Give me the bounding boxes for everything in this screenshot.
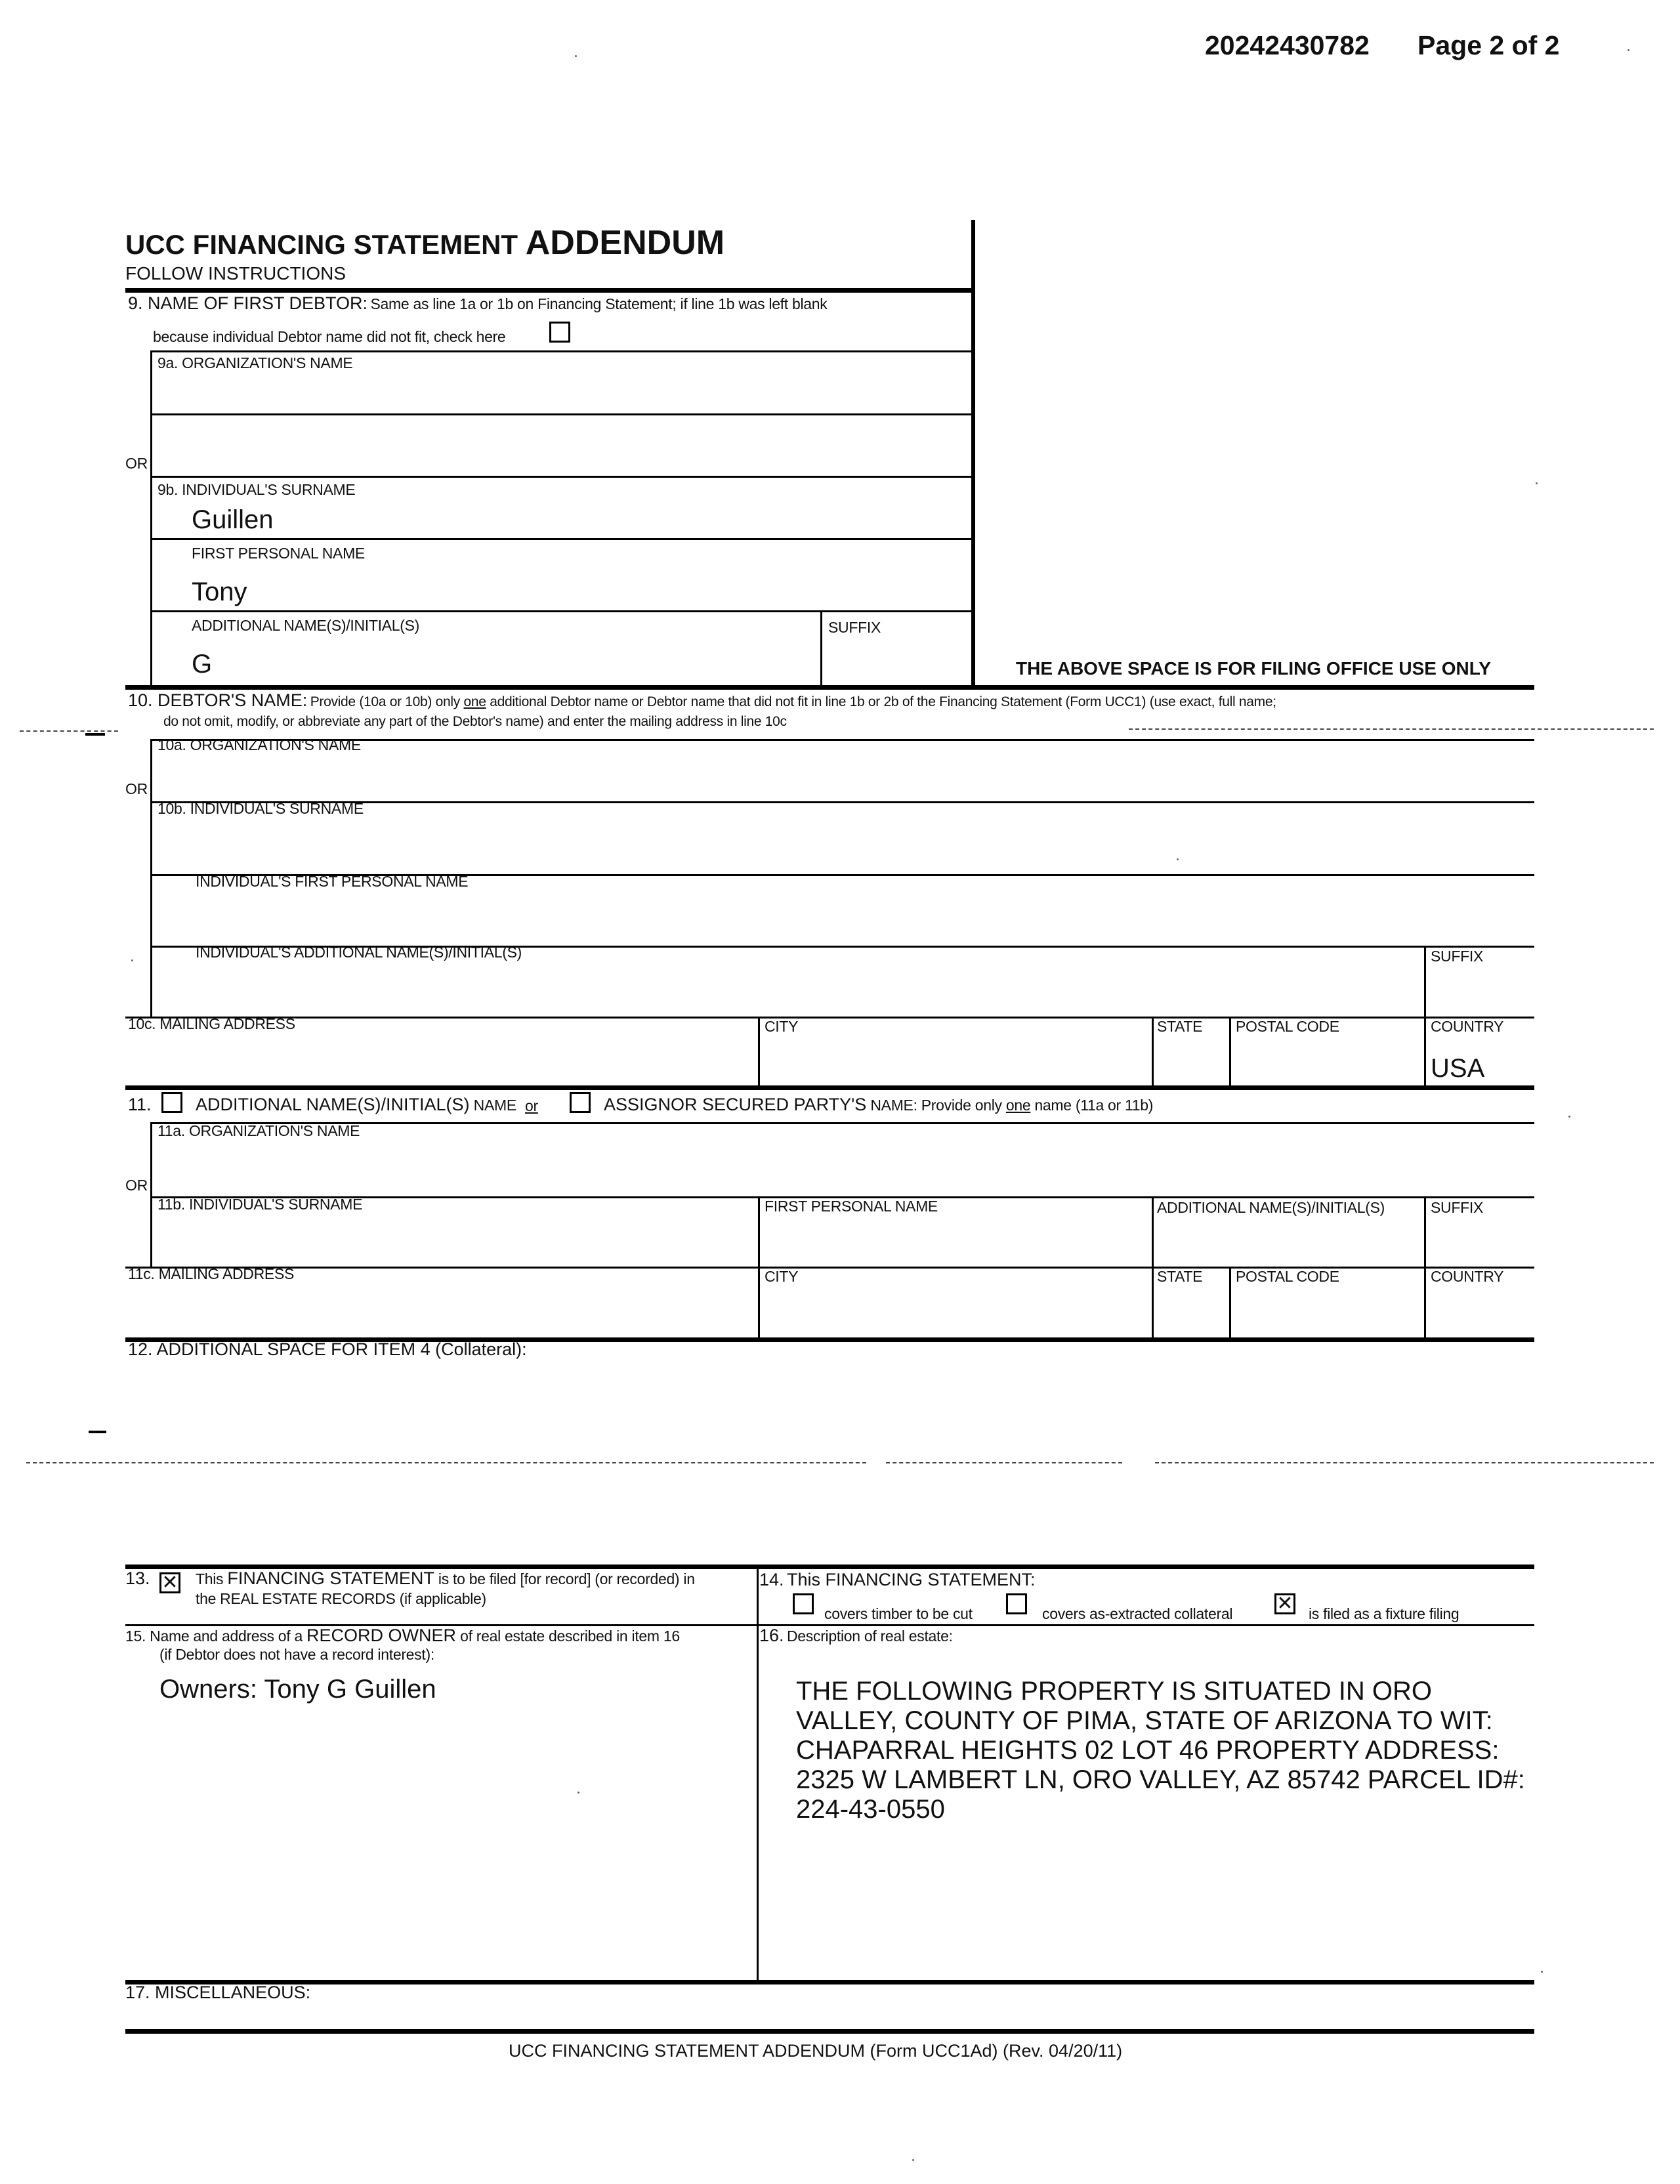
item9-first-bottom-rule bbox=[152, 610, 974, 612]
item11b-label: 11b. INDIVIDUAL'S SURNAME bbox=[158, 1196, 363, 1213]
scan-speck bbox=[1177, 858, 1179, 860]
item10c-city-divider bbox=[758, 1017, 760, 1087]
item10c-country-value[interactable]: USA bbox=[1431, 1054, 1485, 1083]
item13-text-big: FINANCING STATEMENT bbox=[227, 1568, 434, 1588]
item14-label: This FINANCING STATEMENT: bbox=[787, 1570, 1036, 1589]
item10-first-name-label: INDIVIDUAL'S FIRST PERSONAL NAME bbox=[196, 873, 469, 890]
item11b-suffix-label: SUFFIX bbox=[1431, 1199, 1483, 1216]
item15-label-big: RECORD OWNER bbox=[306, 1626, 457, 1645]
footer-form-name: UCC FINANCING STATEMENT ADDENDUM (Form UCC1Ad) (Rev. 04/20/11) bbox=[509, 2041, 1123, 2061]
item11b-first-divider bbox=[758, 1196, 760, 1268]
item11b-first-label: FIRST PERSONAL NAME bbox=[765, 1198, 938, 1215]
item10-suffix-label: SUFFIX bbox=[1431, 948, 1483, 965]
item11-assignor-tail-b: name (11a or 11b) bbox=[1030, 1097, 1154, 1114]
scan-speck bbox=[1536, 482, 1538, 484]
item15-label-a: 15. Name and address of a bbox=[125, 1628, 307, 1645]
item13-text-a: This bbox=[196, 1570, 228, 1587]
item17-label: 17. MISCELLANEOUS: bbox=[125, 1983, 311, 2002]
scan-artifact-dash bbox=[886, 1462, 1122, 1463]
item9-heading bbox=[128, 293, 827, 314]
item9a-label: 9a. ORGANIZATION'S NAME bbox=[158, 354, 353, 371]
item14-heading bbox=[759, 1570, 1036, 1590]
item10-heading-text-a: Provide (10a or 10b) only bbox=[310, 694, 464, 709]
item16-real-estate-description[interactable]: THE FOLLOWING PROPERTY IS SITUATED IN ORO VALLEY, COUNTY OF PIMA, STATE OF ARIZONA TO WIT: CHAPARRAL HEIGHTS 02 LOT 46 PROPERTY ADDRESS: 2325 W LAMBERT LN, ORO VALLEY, AZ 85742 PARCEL ID#: 224-43-0550 bbox=[796, 1677, 1525, 1824]
item9-suffix-divider bbox=[820, 610, 822, 687]
item14-timber-checkbox[interactable] bbox=[793, 1593, 814, 1614]
scan-artifact-dash bbox=[1129, 728, 1654, 730]
item10-or-label: OR bbox=[125, 780, 148, 797]
item10c-state-divider bbox=[1152, 1017, 1154, 1087]
item12-label: 12. ADDITIONAL SPACE FOR ITEM 4 (Collateral): bbox=[128, 1339, 527, 1359]
scan-artifact-dash bbox=[26, 1462, 866, 1463]
item14-extracted-checkbox[interactable] bbox=[1006, 1593, 1027, 1614]
item10-heading-line2: do not omit, modify, or abbreviate any part of the Debtor's name) and enter the mailing address in line 10c bbox=[163, 714, 787, 729]
item10c-city-label: CITY bbox=[765, 1018, 799, 1035]
item9-bottom-thick-rule bbox=[125, 685, 1534, 690]
item10a-value[interactable] bbox=[190, 761, 1437, 791]
item11-assignor-label bbox=[604, 1095, 1153, 1115]
filing-office-note: THE ABOVE SPACE IS FOR FILING OFFICE USE ONLY bbox=[1016, 658, 1491, 679]
follow-instructions: FOLLOW INSTRUCTIONS bbox=[125, 263, 346, 284]
item10c-country-divider bbox=[1424, 1017, 1426, 1087]
scan-speck bbox=[131, 959, 133, 961]
form-title-part2: ADDENDUM bbox=[525, 224, 725, 262]
item10-heading-text-b: additional Debtor name or Debtor name that did not fit in line 1b or 2b of the Financing Statement (Form UCC1) (use exact, full name; bbox=[486, 694, 1276, 709]
item10c-country-label: COUNTRY bbox=[1431, 1018, 1504, 1035]
page-indicator: Page 2 of 2 bbox=[1418, 30, 1560, 60]
item16-heading bbox=[759, 1626, 953, 1646]
item10b-value[interactable] bbox=[190, 826, 1437, 855]
items-13-14-divider bbox=[757, 1564, 759, 1982]
item17-misc-value[interactable] bbox=[328, 1983, 1529, 2022]
item10c-mailing-label: 10c. MAILING ADDRESS bbox=[128, 1015, 295, 1032]
item15-record-owner-value[interactable]: Owners: Tony G Guillen bbox=[159, 1675, 436, 1704]
item13-text-b: is to be filed [for record] (or recorded) in bbox=[434, 1570, 695, 1587]
item9a-value[interactable] bbox=[190, 381, 945, 410]
scan-artifact-mark bbox=[89, 1431, 106, 1433]
scan-speck bbox=[912, 2159, 914, 2161]
item11c-state-divider bbox=[1152, 1267, 1154, 1339]
item12-collateral-area[interactable] bbox=[128, 1365, 1532, 1457]
item11-name-small: NAME bbox=[469, 1097, 516, 1114]
item9b-bottom-rule bbox=[152, 538, 974, 540]
item11-assignor-checkbox[interactable] bbox=[570, 1092, 591, 1113]
item17-bottom-thick-rule bbox=[125, 2029, 1534, 2034]
scan-speck bbox=[1541, 1971, 1543, 1973]
item11c-city-label: CITY bbox=[765, 1268, 799, 1285]
item9-heading-num: 9. NAME OF FIRST DEBTOR: bbox=[128, 293, 368, 313]
document-number: 20242430782 bbox=[1205, 30, 1370, 60]
item9-first-name-label: FIRST PERSONAL NAME bbox=[192, 545, 365, 562]
item11c-postal-divider bbox=[1229, 1267, 1231, 1339]
item13-real-estate-checkbox[interactable]: ✕ bbox=[159, 1572, 180, 1593]
item11-additional-text: ADDITIONAL NAME(S)/INITIAL(S) bbox=[196, 1095, 470, 1114]
item10a-label: 10a. ORGANIZATION'S NAME bbox=[158, 736, 361, 753]
item11-assignor-one: one bbox=[1005, 1097, 1031, 1114]
scan-speck bbox=[1628, 49, 1629, 51]
item11-additional-label bbox=[196, 1095, 516, 1115]
item10-heading-num: 10. DEBTOR'S NAME: bbox=[128, 690, 308, 710]
item9-top-rule bbox=[152, 350, 974, 352]
item16-num: 16. bbox=[759, 1626, 784, 1645]
item10-heading-one: one bbox=[463, 694, 486, 709]
title-underline bbox=[125, 288, 974, 293]
item13-text-line2: the REAL ESTATE RECORDS (if applicable) bbox=[196, 1590, 486, 1607]
item9-first-name-value[interactable]: Tony bbox=[192, 578, 247, 606]
scan-speck bbox=[578, 1792, 579, 1794]
item10-left-border bbox=[150, 739, 152, 1018]
item15-label-line2: (if Debtor does not have a record interest): bbox=[159, 1646, 434, 1663]
filing-office-divider bbox=[971, 220, 975, 687]
item9a-bottom-rule bbox=[152, 413, 974, 415]
item11a-label: 11a. ORGANIZATION'S NAME bbox=[158, 1122, 360, 1139]
item10b-label: 10b. INDIVIDUAL'S SURNAME bbox=[158, 800, 364, 817]
item11-additional-party-checkbox[interactable] bbox=[161, 1092, 182, 1113]
item9-or-label: OR bbox=[125, 455, 148, 472]
item14-extracted-label: covers as-extracted collateral bbox=[1042, 1605, 1233, 1622]
scan-speck bbox=[1568, 1116, 1570, 1118]
item9-additional-label: ADDITIONAL NAME(S)/INITIAL(S) bbox=[192, 617, 419, 634]
item13-num: 13. bbox=[125, 1568, 150, 1588]
item14-num: 14. bbox=[759, 1570, 784, 1589]
item14-fixture-checkbox[interactable]: ✕ bbox=[1274, 1593, 1295, 1614]
item11c-city-divider bbox=[758, 1267, 760, 1339]
item16-label: Description of real estate: bbox=[787, 1628, 953, 1645]
item11-assignor-tail-a: NAME: Provide only bbox=[866, 1097, 1006, 1114]
item10-heading bbox=[128, 690, 1276, 711]
item11c-state-label: STATE bbox=[1157, 1268, 1203, 1285]
item9-same-as-checkbox[interactable] bbox=[549, 322, 570, 343]
scan-artifact-dash bbox=[1155, 1462, 1654, 1463]
item10c-postal-divider bbox=[1229, 1017, 1231, 1087]
item13-text bbox=[196, 1568, 695, 1589]
item9b-label: 9b. INDIVIDUAL'S SURNAME bbox=[158, 481, 356, 498]
item10-suffix-divider bbox=[1424, 946, 1426, 1018]
item9b-surname-value[interactable]: Guillen bbox=[192, 505, 274, 534]
form-title-part1: UCC FINANCING STATEMENT bbox=[125, 229, 526, 260]
item11b-additional-label: ADDITIONAL NAME(S)/INITIAL(S) bbox=[1157, 1199, 1385, 1216]
scan-artifact-mark bbox=[85, 733, 105, 736]
scan-artifact-dash bbox=[20, 730, 118, 732]
item9-heading-text: Same as line 1a or 1b on Financing Statement; if line 1b was left blank bbox=[370, 295, 828, 312]
item10-first-name-value[interactable] bbox=[196, 899, 1442, 929]
form-title bbox=[125, 223, 724, 262]
item11c-postal-label: POSTAL CODE bbox=[1236, 1268, 1339, 1285]
item11a-value[interactable] bbox=[190, 1145, 1437, 1175]
item15-label bbox=[125, 1626, 680, 1646]
item11-num: 11. bbox=[128, 1095, 152, 1114]
item10-additional-value[interactable] bbox=[196, 970, 1377, 999]
item10-additional-label: INDIVIDUAL'S ADDITIONAL NAME(S)/INITIAL(S) bbox=[196, 944, 522, 961]
item9-additional-value[interactable]: G bbox=[192, 650, 213, 679]
item10c-state-label: STATE bbox=[1157, 1018, 1203, 1035]
scan-speck bbox=[575, 55, 577, 57]
item11-or-label: OR bbox=[125, 1177, 148, 1194]
item14-fixture-label: is filed as a fixture filing bbox=[1309, 1605, 1460, 1622]
item11b-suffix-divider bbox=[1424, 1196, 1426, 1268]
item10-bottom-thick-rule bbox=[125, 1085, 1534, 1090]
item10c-postal-label: POSTAL CODE bbox=[1236, 1018, 1339, 1035]
item9-heading-line2: because individual Debtor name did not fit, check here bbox=[153, 328, 506, 345]
item11c-country-label: COUNTRY bbox=[1431, 1268, 1504, 1285]
item11c-country-divider bbox=[1424, 1267, 1426, 1339]
item11-left-border bbox=[150, 1122, 152, 1268]
item11c-mailing-label: 11c. MAILING ADDRESS bbox=[128, 1265, 295, 1282]
item15-label-b: of real estate described in item 16 bbox=[456, 1628, 680, 1645]
item9-or-rule bbox=[152, 476, 974, 478]
item9-suffix-label: SUFFIX bbox=[828, 619, 881, 636]
item14-timber-label: covers timber to be cut bbox=[824, 1605, 973, 1622]
item11b-additional-divider bbox=[1152, 1196, 1154, 1268]
item9-left-border bbox=[150, 350, 152, 687]
item11-or-word: or bbox=[525, 1097, 538, 1114]
item11-assignor-text: ASSIGNOR SECURED PARTY'S bbox=[604, 1095, 867, 1114]
